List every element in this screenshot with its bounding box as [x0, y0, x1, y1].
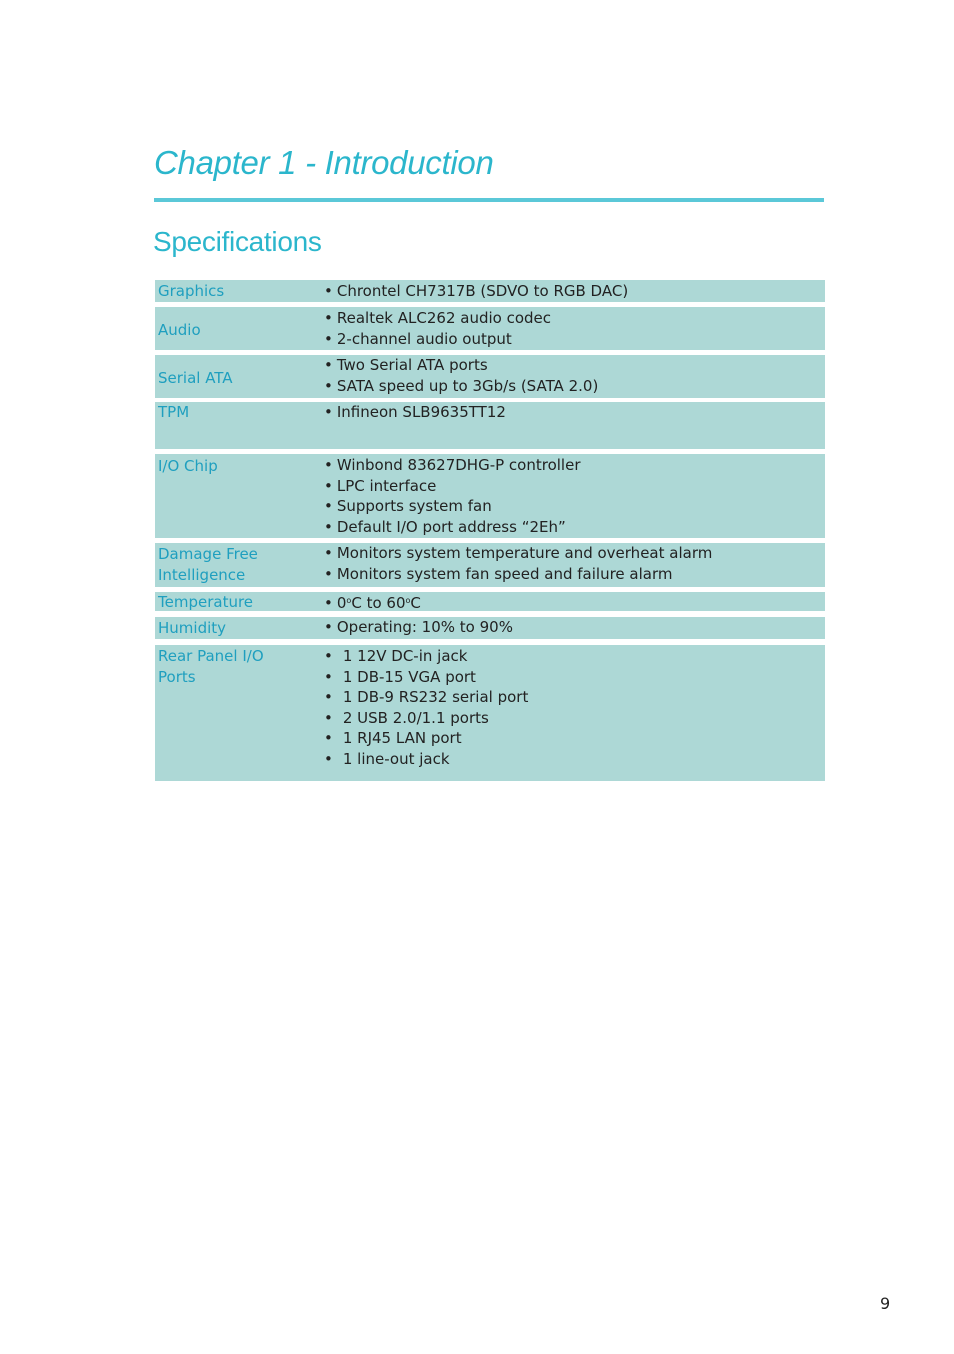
temp-unit: C — [410, 594, 421, 612]
bullet-icon: • — [324, 517, 333, 536]
spec-value: • Operating: 10% to 90% — [324, 618, 513, 636]
spec-value: • SATA speed up to 3Gb/s (SATA 2.0) — [324, 376, 599, 395]
spec-label: Rear Panel I/O Ports — [158, 647, 264, 686]
bullet-icon: • — [324, 403, 333, 421]
spec-label: Temperature — [158, 593, 254, 611]
spec-row-damage-free-intelligence — [155, 543, 825, 587]
spec-value: • Monitors system temperature and overheat alarm — [324, 544, 713, 562]
spec-value: • Supports system fan — [324, 497, 492, 515]
bullet-icon: • — [324, 708, 333, 727]
spec-values — [324, 281, 628, 302]
bullet-icon: • — [324, 456, 333, 474]
bullet-icon: • — [324, 376, 333, 395]
spec-label: Audio — [158, 321, 201, 339]
bullet-icon: • — [324, 729, 333, 747]
spec-value: • 2-channel audio output — [324, 329, 512, 348]
spec-value: • Realtek ALC262 audio codec — [324, 309, 552, 327]
bullet-icon: • — [324, 356, 333, 374]
spec-value: • Default I/O port address “2Eh” — [324, 517, 566, 536]
bullet-icon: • — [324, 667, 333, 686]
spec-row-io-chip — [155, 454, 825, 538]
spec-value: • Chrontel CH7317B (SDVO to RGB DAC) — [324, 282, 629, 300]
temp-range-word: to — [366, 594, 382, 612]
bullet-icon: • — [324, 309, 333, 327]
bullet-icon: • — [324, 497, 333, 515]
temp-max: 60 — [386, 594, 406, 612]
spec-values — [324, 355, 598, 396]
spec-value — [324, 591, 421, 614]
spec-label: Damage Free Intelligence — [158, 545, 258, 584]
spec-values — [324, 455, 581, 537]
bullet-icon: • — [324, 749, 333, 768]
spec-label: TPM — [158, 403, 190, 421]
spec-label: Graphics — [158, 282, 225, 300]
spec-value: • Monitors system fan speed and failure alarm — [324, 564, 673, 583]
page-number: 9 — [880, 1294, 891, 1313]
temp-min: 0 — [336, 594, 347, 612]
spec-row-audio — [155, 307, 825, 350]
spec-value: • 1 RJ45 LAN port — [324, 729, 462, 747]
spec-value: • Infineon SLB9635TT12 — [324, 403, 506, 421]
spec-row-temperature — [155, 592, 825, 611]
spec-value: • 2 USB 2.0/1.1 ports — [324, 708, 489, 727]
degree-sign: o — [405, 596, 411, 605]
temp-unit: C — [351, 594, 362, 612]
bullet-icon: • — [324, 594, 333, 612]
spec-row-humidity — [155, 617, 825, 639]
spec-label: I/O Chip — [158, 457, 218, 475]
spec-label: Serial ATA — [158, 369, 233, 387]
bullet-icon: • — [324, 647, 333, 665]
bullet-icon: • — [324, 544, 333, 562]
degree-sign: o — [346, 596, 352, 605]
spec-values — [324, 646, 528, 769]
spec-values — [324, 591, 421, 614]
spec-value: • 1 12V DC-in jack — [324, 647, 468, 665]
spec-value: • 1 DB-9 RS232 serial port — [324, 688, 529, 706]
spec-row-graphics — [155, 280, 825, 302]
spec-value: • Winbond 83627DHG-P controller — [324, 456, 581, 474]
spec-row-rear-panel-io-ports — [155, 645, 825, 781]
spec-value: • 1 line-out jack — [324, 749, 450, 768]
spec-row-tpm — [155, 402, 825, 449]
spec-values — [324, 543, 712, 584]
spec-row-serial-ata — [155, 355, 825, 398]
bullet-icon: • — [324, 688, 333, 706]
spec-values — [324, 308, 551, 349]
bullet-icon: • — [324, 282, 333, 300]
bullet-icon: • — [324, 329, 333, 348]
bullet-icon: • — [324, 564, 333, 583]
spec-values — [324, 617, 513, 638]
spec-value: • 1 DB-15 VGA port — [324, 667, 476, 686]
chapter-divider — [154, 198, 824, 202]
bullet-icon: • — [324, 618, 333, 636]
spec-value: • LPC interface — [324, 476, 437, 495]
section-title: Specifications — [153, 226, 322, 257]
spec-value: • Two Serial ATA ports — [324, 356, 488, 374]
chapter-title: Chapter 1 - Introduction — [154, 144, 494, 181]
spec-values — [324, 402, 506, 423]
spec-label: Humidity — [158, 619, 227, 637]
bullet-icon: • — [324, 476, 333, 495]
